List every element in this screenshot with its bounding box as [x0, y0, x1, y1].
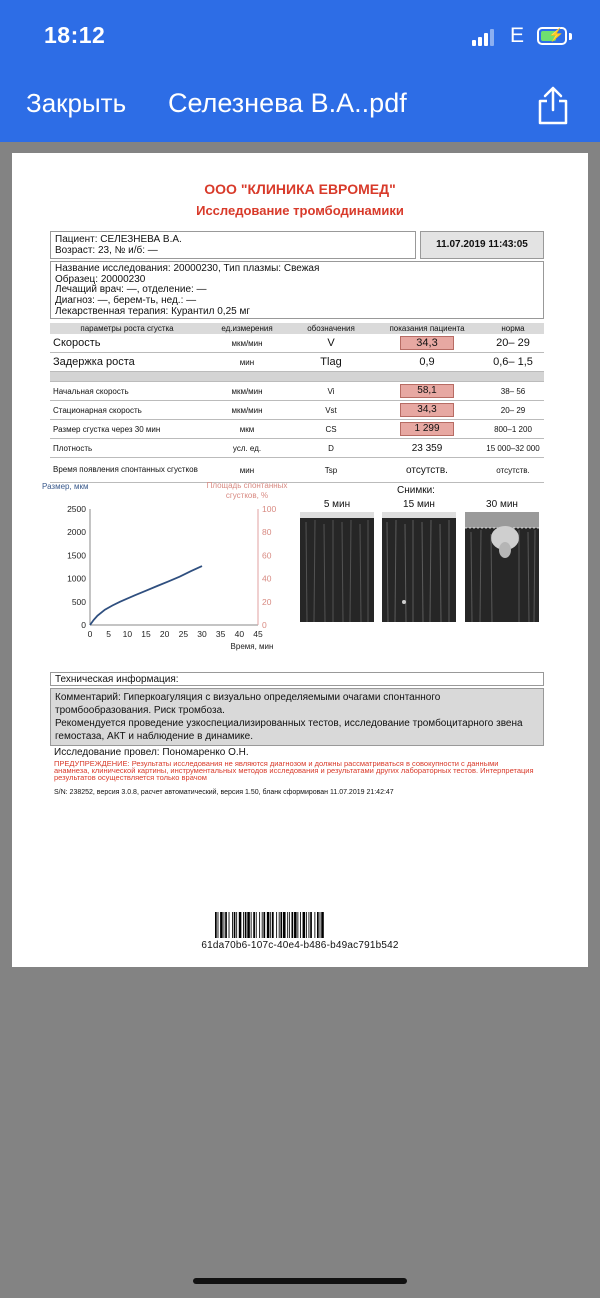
param-name: Начальная скорость [50, 382, 204, 401]
param-norm: 800–1 200 [482, 420, 544, 439]
study-line: Диагноз: —, берем-ть, нед.: — [55, 295, 197, 307]
x-tick-label: 5 [106, 629, 112, 639]
param-name: Стационарная скорость [50, 401, 204, 420]
barcode-bar [317, 912, 319, 938]
param-value: 0,9 [372, 353, 482, 372]
header-cell: параметры роста сгустка [50, 323, 204, 334]
pdf-page [12, 153, 588, 967]
conducted-by: Исследование провел: Пономаренко О.Н. [54, 747, 249, 758]
barcode-bar [320, 912, 321, 938]
y-tick-label: 1500 [67, 550, 86, 561]
param-value: отсутств. [372, 458, 482, 483]
barcode-bar [263, 912, 265, 938]
param-unit: мкм/мин [204, 401, 290, 420]
barcode-bar [289, 912, 290, 938]
barcode-bar [321, 912, 324, 938]
x-axis-label: Время, мин [230, 642, 274, 651]
table-row [50, 334, 544, 353]
param-symbol: Vi [290, 382, 372, 401]
barcode-bar [253, 912, 255, 938]
table-row [50, 401, 544, 420]
barcode-bar [220, 912, 223, 938]
x-tick-label: 30 [197, 629, 207, 639]
snapshot-time: 15 мин [403, 499, 435, 510]
x-tick-label: 0 [87, 629, 93, 639]
y-axis-label: Размер, мкм [42, 482, 89, 491]
signal-icon [472, 28, 496, 46]
table-separator [50, 372, 544, 382]
table-row [50, 353, 544, 372]
param-value: 34,3 [400, 403, 454, 417]
param-value-cell [372, 420, 482, 439]
param-unit: мкм/мин [204, 334, 290, 353]
barcode-bar [276, 912, 277, 938]
status-time: 18:12 [44, 22, 106, 48]
share-icon[interactable] [535, 85, 571, 125]
table-header [50, 323, 544, 334]
recommendation-text: Рекомендуется проведение узкоспециализированных тестов, исследование тромбоцитарного звена гемостаза, АКТ и наблюдение в динамике. [55, 718, 523, 742]
snapshot-image-15min [382, 512, 456, 622]
y2-axis-label-line: Площадь спонтанных [206, 481, 288, 490]
param-symbol: Tlag [290, 353, 372, 372]
x-tick-label: 10 [122, 629, 133, 639]
comment-text: Комментарий: Гиперкоагуляция с визуально определяемыми очагами спонтанного тромбообразования. Риск тромбоза. [55, 692, 441, 716]
param-symbol: V [290, 334, 372, 353]
param-value-cell [372, 334, 482, 353]
serial-info: S/N: 238252, версия 3.0.8, расчет автоматический, версия 1.50, бланк сформирован 11.07.2019 21:42:47 [54, 789, 394, 796]
study-info [50, 261, 544, 319]
y-tick-label: 0 [81, 620, 86, 630]
study-line: Лекарственная терапия: Курантил 0,25 мг [55, 305, 251, 317]
y2-tick-label: 0 [262, 620, 267, 630]
barcode-bar [280, 912, 282, 938]
home-indicator[interactable] [193, 1278, 407, 1284]
barcode-bar [243, 912, 244, 938]
y-tick-label: 2500 [67, 504, 86, 514]
close-button[interactable]: Закрыть [26, 88, 127, 118]
comment-box [50, 688, 544, 746]
patient-box [50, 231, 416, 259]
top-bar [0, 0, 600, 142]
param-unit: мин [204, 353, 290, 372]
y2-axis-label-line: сгустков, % [225, 491, 269, 500]
warning-text: ПРЕДУПРЕЖДЕНИЕ: Результаты исследования не являются диагнозом и должны рассматриваться в совокупности с данными анамнеза, клинической картины, инструментальных методов исследования и результатами других лабораторных тестов. Интерпретация результатов осуществляется только врачом [54, 759, 534, 782]
barcode-bar [247, 912, 250, 938]
patient-age: Возраст: 23, № и/б: — [55, 245, 158, 256]
param-name: Размер сгустка через 30 мин [50, 420, 204, 439]
param-value-cell [372, 401, 482, 420]
param-symbol: D [290, 439, 372, 458]
param-norm: 38– 56 [482, 382, 544, 401]
x-tick-label: 20 [159, 629, 170, 639]
param-value: 1 299 [400, 422, 454, 436]
results-table [50, 323, 544, 483]
x-tick-label: 35 [215, 629, 226, 639]
param-symbol: CS [290, 420, 372, 439]
table-row [50, 420, 544, 439]
barcode-bar [259, 912, 260, 938]
param-norm: 15 000–32 000 [482, 439, 544, 458]
param-unit: усл. ед. [204, 439, 290, 458]
barcode-bar [294, 912, 297, 938]
snapshot-time: 5 мин [323, 499, 351, 510]
param-norm: 0,6– 1,5 [482, 353, 544, 372]
barcode-bar [262, 912, 263, 938]
barcode-bar [245, 912, 247, 938]
header-cell: обозначения [290, 323, 372, 334]
series-line-size [90, 566, 202, 625]
tech-info-header: Техническая информация: [50, 672, 544, 686]
y-tick-label: 1000 [67, 573, 86, 584]
param-norm: отсутств. [482, 458, 544, 483]
y-tick-label: 2000 [67, 527, 86, 538]
study-line: Лечащий врач: —, отделение: — [55, 284, 207, 296]
param-symbol: Vst [290, 401, 372, 420]
barcode-bar [251, 912, 252, 938]
param-unit: мкм [204, 420, 290, 439]
param-name: Скорость [50, 334, 204, 353]
x-tick-label: 45 [253, 629, 263, 639]
barcode-bar [267, 912, 270, 938]
barcode-bar [303, 912, 306, 938]
barcode-bar [234, 912, 236, 938]
y2-tick-label: 40 [262, 573, 272, 584]
table-row [50, 439, 544, 458]
barcode-bar [300, 912, 301, 938]
battery-tip [569, 33, 572, 40]
y2-tick-label: 100 [262, 504, 277, 514]
x-tick-label: 40 [234, 629, 245, 639]
battery-icon: ⚡ [537, 27, 567, 45]
param-name: Задержка роста [50, 353, 204, 372]
barcode-bar [256, 912, 257, 938]
document-title: Селезнева В.А..pdf [168, 88, 407, 118]
barcode-bar [225, 912, 227, 938]
header-cell: норма [482, 323, 544, 334]
header-cell: показания пациента [372, 323, 482, 334]
patient-name: Пациент: СЕЛЕЗНЕВА В.А. [55, 234, 182, 245]
barcode-text: 61da70b6-107c-40e4-b486-b49ac791b542 [201, 940, 399, 951]
snapshot-image-30min [465, 512, 539, 622]
snapshot-time: 30 мин [486, 499, 518, 510]
param-unit: мкм/мин [204, 382, 290, 401]
barcode-bar [314, 912, 315, 938]
param-value: 34,3 [400, 336, 454, 350]
clot-growth-chart [34, 479, 294, 659]
snapshots-label: Снимки: [397, 485, 435, 496]
param-symbol: Tsp [290, 458, 372, 483]
header-cell: ед.измерения [204, 323, 290, 334]
y2-tick-label: 80 [262, 527, 272, 538]
x-tick-label: 25 [178, 629, 189, 639]
param-name: Плотность [50, 439, 204, 458]
param-norm: 20– 29 [482, 401, 544, 420]
y2-tick-label: 20 [262, 596, 272, 607]
param-value-cell [372, 382, 482, 401]
y2-tick-label: 60 [262, 550, 272, 561]
barcode-bar [239, 912, 242, 938]
network-type: E [510, 24, 525, 47]
report-title: Исследование тромбодинамики [196, 203, 404, 218]
barcode-image [215, 912, 405, 938]
study-line: Образец: 20000230 [55, 273, 146, 285]
param-value: 58,1 [400, 384, 454, 398]
param-unit: мин [204, 458, 290, 483]
barcode-bar [272, 912, 274, 938]
table-row [50, 382, 544, 401]
barcode-bar [306, 912, 307, 938]
barcode-bar [292, 912, 294, 938]
barcode-bar [283, 912, 286, 938]
param-value: 23 359 [372, 439, 482, 458]
barcode-bar [224, 912, 225, 938]
y-tick-label: 500 [71, 596, 86, 607]
barcode-bar [218, 912, 219, 938]
study-line: Название исследования: 20000230, Тип плазмы: Свежая [55, 263, 320, 274]
barcode-bar [236, 912, 237, 938]
x-tick-label: 15 [141, 629, 151, 639]
barcode-bar [287, 912, 288, 938]
barcode-bar [270, 912, 271, 938]
clinic-name: ООО "КЛИНИКА ЕВРОМЕД" [204, 181, 396, 197]
barcode-bar [297, 912, 298, 938]
report-datetime: 11.07.2019 11:43:05 [420, 231, 544, 259]
barcode-bar [310, 912, 312, 938]
barcode-bar [215, 912, 217, 938]
param-name: Время появления спонтанных сгустков [50, 458, 204, 483]
snapshot-image-5min [300, 512, 374, 622]
param-norm: 20– 29 [482, 334, 544, 353]
barcode-bar [232, 912, 233, 938]
barcode-bar [309, 912, 310, 938]
barcode-bar [279, 912, 280, 938]
barcode-bar [229, 912, 230, 938]
